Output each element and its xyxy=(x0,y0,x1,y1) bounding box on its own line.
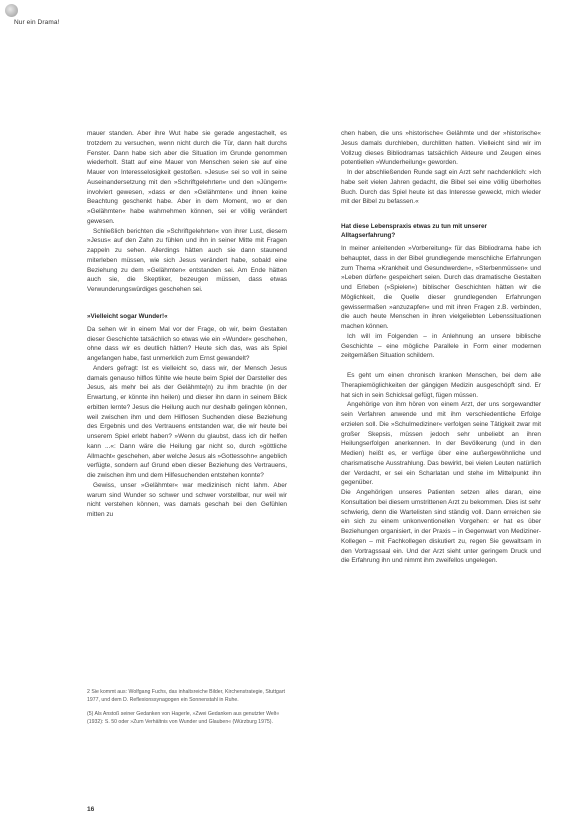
paragraph-gap xyxy=(341,361,541,371)
page-number: 16 xyxy=(87,806,95,813)
body-paragraph: In meiner anleitenden »Vorbereitung« für das Bibliodrama habe ich behauptet, dass in der Bibel grundlegende menschliche Erfahrungen zum Thema »Krankheit und Gesundwerden«, »Sterbenmüssen« und »Leben dürfen« gespeichert seien. Durch das dramatische Gestalten und Erleben (»Spielen«) biblischer Geschichten hätten wir die Möglichkeit, die Quelle dieser grundlegenden Erfahrungen gewissermaßen »anzuzapfen« und mit ihren Fragen z.B. verbinden, die auch heute Menschen in ihren vielgeliebten Lebenssituationen machen können. xyxy=(341,245,541,330)
publisher-logo xyxy=(5,4,18,17)
body-paragraph: Die Angehörigen unseres Patienten setzen alles daran, eine Konsultation bei diesem umstrittenen Arzt zu bekommen. Dies ist sehr schwierig, denn die Wartelisten sind ständig voll. Dann erreichen sie ein sich zu einem unkonventionellen Vorgehen: er hat es über Beziehungen organisiert, in der Praxis – in Gegenwart von Mediziner-Kollegen – mit Fachkollegen diskutiert zu, regen Sie gewaltsam in den Vortragssaal ein. Und der Arzt sieht unter geringem Druck und die Erfahrung ihn und nimmt ihm zweifellos ungelegen. xyxy=(341,489,541,565)
body-paragraph: Gewiss, unser »Gelähmter« war medizinisch nicht lahm. Aber warum sind Wunder so schwer und schwer vorstellbar, nur weil wir nicht verstehen können, was damals geschah bei den Gefühlen mitten zu xyxy=(87,481,287,518)
body-paragraph: Da sehen wir in einem Mal vor der Frage, ob wir, beim Gestalten dieser Geschichte tatsächlich so etwas wie ein »Wunder« geschehen, ohne dass wir es deutlich hätten? Heute sich das, was als Spiel angefangen habe, fast unmerklich zum Ernst gewandelt? xyxy=(87,325,287,362)
body-paragraph: Angehörige von ihm hören von einem Arzt, der uns sorgewandter sein Verfahren anwende und mit ihm verschiedentliche Erfolge erzielen soll. Die »Schulmediziner« verfolgen seine Tätigkeit zwar mit großer Skepsis, müssen jedoch sehr unbeliebt an ihren Heilungserfolgen anerkennen. In der Bevölkerung (und in den Medien) heißt es, er verfüge über eine außergewöhnliche und charismatische Ausstrahlung. Das bewirkt, bei vielen Leuten natürlich der Verdacht, er sei ein Scharlatan und stehe im Mittelpunkt ihn gegenüber. xyxy=(341,401,541,487)
running-head: Nur ein Drama! xyxy=(14,19,60,26)
left-column xyxy=(87,129,287,520)
body-paragraph: In der abschließenden Runde sagt ein Arzt sehr nachdenklich: »Ich habe seit vielen Jahren gedacht, die Bibel sei eine völlig überholtes Buch. Durch das Spiel heute ist das Interesse geweckt, mich wieder mit der Bibel zu befassen.« xyxy=(341,169,541,206)
body-paragraph: Schließlich berichten die »Schriftgelehrten« von ihrer Lust, diesem »Jesus« auf den Zahn zu fühlen und ihn in seiner Mitte mit Fragen zappeln zu sehen. Allerdings hätten auch sie dann staunend miterleben müssen, wie sich Jesus verändert habe, sobald eine Beziehung zu dem »Gelähmten« entstanden sei. Am Ende hätten auch sie, die Skeptiker, bezeugen müssen, dass etwas Verwunderungswürdiges geschehen sei. xyxy=(87,227,287,293)
body-paragraph: mauer standen. Aber ihre Wut habe sie gerade angestachelt, es trotzdem zu versuchen, wenn nicht durch die Tür, dann halt durchs Fenster. Dann habe sich aber die Situation im Grunde genommen wiederholt. Statt auf eine Mauer von Menschen seien sie auf eine Mauer von Interesselosigkeit gestoßen. »Jesus« sei so voll in seine Auseinandersetzung mit den »Schriftgelehrten« und den »Jüngern« involviert gewesen, »dass er den »Gelähmten« und ihnen keine Beachtung geschenkt habe. Aber in dem Moment, wo er den »Gelähmten« habe wahrnehmen können, sei er völlig verändert gewesen. xyxy=(87,130,287,225)
footnotes xyxy=(87,688,292,732)
section-heading: Hat diese Lebenspraxis etwas zu tun mit unserer Alltagserfahrung? xyxy=(341,223,487,239)
footnote: 2 Sie kommt aus: Wolfgang Fuchs, das inhaltsreiche Bilder, Kirchenstrategie, Stuttgart 1977, und dem D. Reflexionssynagogen ein Sonnenstahl in Ruhe. xyxy=(87,689,285,703)
section-heading: »Vielleicht sogar Wunder!« xyxy=(87,312,168,320)
body-paragraph: Es geht um einen chronisch kranken Menschen, bei dem alle Therapiemöglichkeiten der gängigen Medizin ausgeschöpft sind. Er hat sich in sein Schicksal gefügt, fügen müssen. xyxy=(341,372,541,399)
footnote: (5) Als Anstoß seiner Gedanken von Hagerle, »Zwei Gedanken aus genutzter Welt« (1932): S. 50 oder »Zum Verhältnis von Wunder und Glauben« (Würzburg 1975). xyxy=(87,711,280,725)
body-paragraph: Anders gefragt: Ist es vielleicht so, dass wir, der Mensch Jesus damals genauso hilflos fühlte wie heute beim Spiel der Darsteller des Jesus, als mehr bei als der Gelähmte(n) zu ihm brachte (in der Erwartung, er könnte ihn heilen) und dieser ihn dann in seinem Blick erbitten lernte? Jesus die Heilung auch nur deshalb gelingen können, weil zwischen ihm und dem Hilflosen Suchenden diese Beziehung des Ergebnis und des Vertrauens entstanden war, die wir heute bei unserem Spiel erlebt haben? »Wenn du glaubst, dass ich dir helfen kann ...«: Dann wäre die Heilung gar nicht so, durch »göttliche Allmacht« geschehen, aber welche Jesus als »Gottessohn« angeblich verfügte, sondern auf Grund eben dieser Beziehung des Vertrauens, die zwischen ihm und dem Hilfesuchenden entstehen konnte? xyxy=(87,364,287,479)
body-paragraph: chen haben, die uns »historische« Gelähmte und der »historische« Jesus damals durchleben, durchlitten hatten. Vielleicht sind wir im Vollzug dieses Bibliodramas tatsächlich Akteure und Zeugen eines potentiellen »Wunderheilung« geworden. xyxy=(341,130,541,167)
body-paragraph: Ich will im Folgenden – in Anlehnung an unsere biblische Geschichte – eine mögliche Parallele in Form einer modernen zeitgemäßen Situation schildern. xyxy=(341,332,541,360)
right-column xyxy=(341,129,541,566)
